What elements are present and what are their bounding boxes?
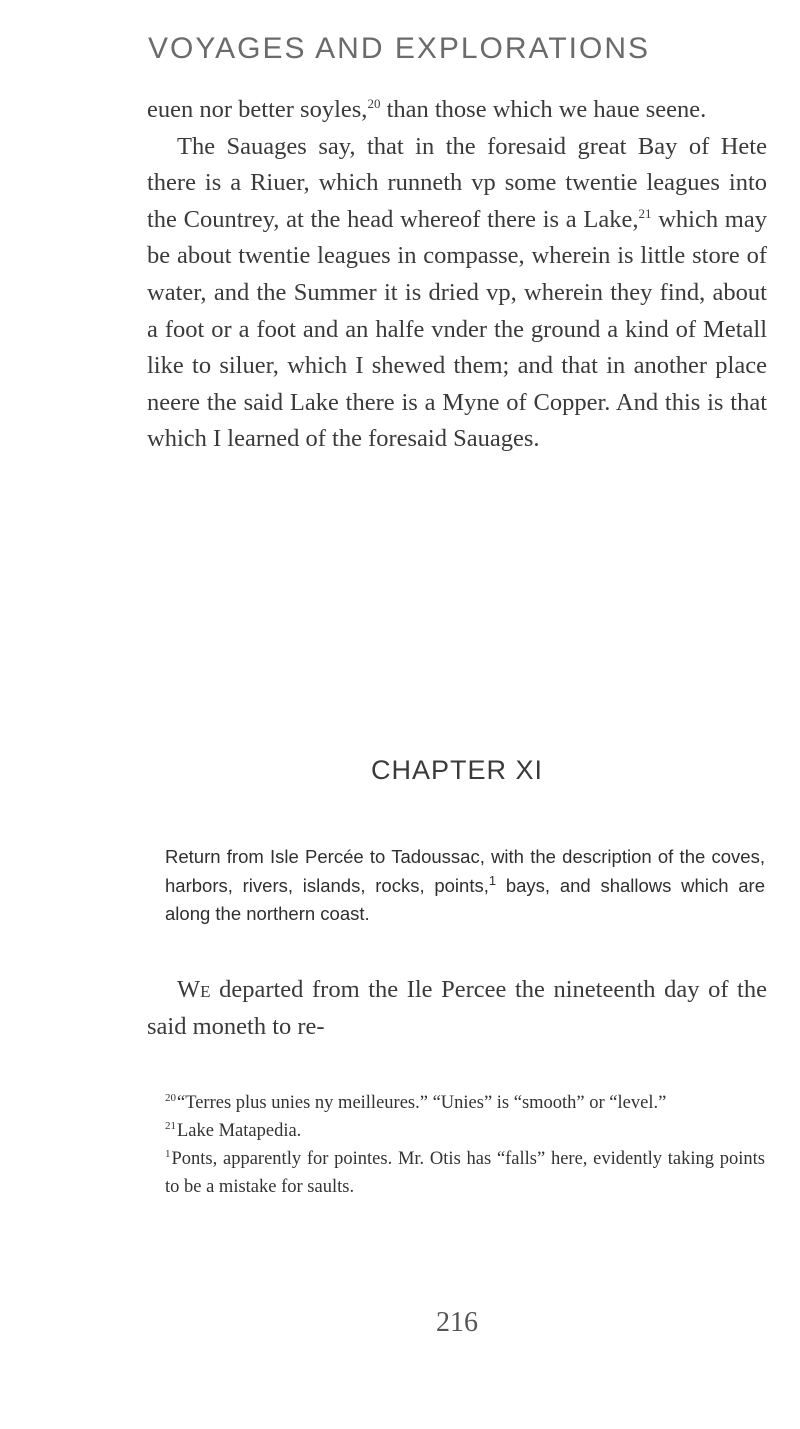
chapter-heading: CHAPTER XI xyxy=(370,755,544,785)
footnote-text: “Terres plus unies ny meilleures.” “Unies” is “smooth” or “level.” xyxy=(177,1093,667,1113)
paragraph-text: than those which we haue seene. xyxy=(380,96,707,123)
footnote xyxy=(165,1145,765,1201)
chapter-opening-paragraph xyxy=(147,972,767,1045)
chapter-summary xyxy=(165,843,765,929)
running-head: VOYAGES AND EXPLORATIONS xyxy=(148,32,651,65)
opening-text: departed from the Ile Percee the nineteenth day of the said moneth to re- xyxy=(147,976,767,1040)
footnote-mark: 21 xyxy=(165,1119,176,1132)
paragraph-continuation xyxy=(147,92,767,129)
footnote-reference[interactable]: 1 xyxy=(488,872,497,888)
chapter-summary-text xyxy=(165,843,765,929)
paragraph-text: euen nor better soyles, xyxy=(147,96,368,123)
summary-text: Return from Isle Percée to Tadoussac, with the description of the coves, harbors, rivers, islands, rocks, points, xyxy=(165,846,765,896)
footnote xyxy=(165,1089,765,1117)
footnote-reference[interactable]: 20 xyxy=(367,95,381,111)
footnote-text: Ponts, apparently for pointes. Mr. Otis has “falls” here, evidently taking points to be a mistake for saults. xyxy=(165,1149,765,1197)
footnote-reference[interactable]: 21 xyxy=(638,205,652,221)
opening-lead-word: We xyxy=(177,976,211,1003)
page-number: 216 xyxy=(436,1307,478,1338)
paragraph-text: The Sauages say, that in the foresaid great Bay of Hete there is a Riuer, which runneth vp some twentie leagues into the Countrey, at the head whereof there is a Lake, xyxy=(147,132,767,233)
footnote-text: Lake Matapedia. xyxy=(177,1121,302,1141)
footnotes xyxy=(165,1089,765,1201)
summary-text: bays, and shallows which are along the northern coast. xyxy=(165,874,765,924)
footnote-mark: 20 xyxy=(165,1091,176,1104)
body-text xyxy=(147,92,767,458)
footnote-mark: 1 xyxy=(165,1147,171,1160)
paragraph-sauages xyxy=(147,129,767,458)
paragraph-text: which may be about twentie leagues in compasse, wherein is little store of water, and the Summer it is dried vp, wherein they find, about a foot or a foot and an halfe vnder the ground a kind of Metall like to siluer, which I shewed them; and that in another place neere the said Lake there is a Myne of Copper. And this is that which I learned of the foresaid Sauages. xyxy=(147,205,767,453)
chapter-opening xyxy=(147,972,767,1045)
footnote xyxy=(165,1117,765,1145)
